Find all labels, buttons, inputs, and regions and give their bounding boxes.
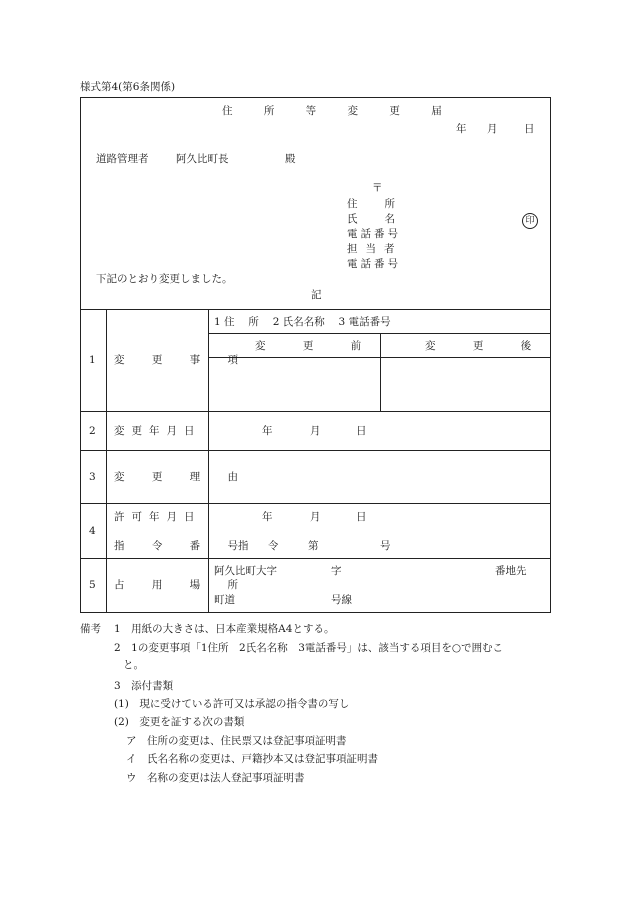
before-header: 変 更 前 xyxy=(255,340,379,352)
change-options: 1 住 所 2 氏名名称 3 電話番号 xyxy=(214,316,391,328)
row2-year: 年 xyxy=(262,425,273,437)
row3-bottom-border xyxy=(80,503,551,504)
note-3-1: (1) 現に受けている許可又は承認の指令書の写し xyxy=(114,698,350,710)
addressee-name: 阿久比町長 xyxy=(176,153,229,165)
form-title: 住 所 等 変 更 届 xyxy=(222,105,456,117)
addressee-title: 道路管理者 xyxy=(96,153,149,165)
postal-mark: 〒 xyxy=(372,182,383,194)
row5-chodo: 町道 xyxy=(214,594,235,606)
contact-phone-label: 電話番号 xyxy=(347,258,401,270)
note-2-continued: と。 xyxy=(123,659,144,671)
after-header: 変 更 後 xyxy=(425,340,549,352)
row4-dai: 第 xyxy=(308,540,319,552)
row4-label-permit-date: 許可年月日 xyxy=(114,511,202,523)
row5-oaza: 阿久比町大字 xyxy=(214,565,277,577)
table-top-border xyxy=(80,309,551,310)
note-3-2-b: イ 氏名名称の変更は、戸籍抄本又は登記事項証明書 xyxy=(126,753,378,765)
phone-label: 電話番号 xyxy=(347,228,401,240)
honorific: 殿 xyxy=(285,153,296,165)
address-label: 住所 xyxy=(347,198,422,210)
note-2: 2 1の変更事項「1住所 2氏名名称 3電話番号」は、該当する項目を○で囲むこ xyxy=(114,642,504,654)
row1-bottom-border xyxy=(80,411,551,412)
statement: 下記のとおり変更しました。 xyxy=(96,273,233,285)
date-month-label: 月 xyxy=(487,123,498,135)
date-year-label: 年 xyxy=(456,123,467,135)
row3-number: 3 xyxy=(89,471,96,483)
row5-label: 占 用 場 所 xyxy=(114,579,251,591)
row5-banchi: 番地先 xyxy=(495,565,527,577)
row4-bottom-border xyxy=(80,558,551,559)
contact-label: 担当者 xyxy=(347,243,403,255)
name-label: 氏名 xyxy=(347,213,422,225)
row1-label: 変 更 事 項 xyxy=(114,354,251,366)
row3-label: 変 更 理 由 xyxy=(114,471,251,483)
row5-gosen: 号線 xyxy=(331,594,352,606)
row4-day: 日 xyxy=(356,511,367,523)
note-3-2-c: ウ 名称の変更は法人登記事項証明書 xyxy=(126,772,305,784)
row2-day: 日 xyxy=(356,425,367,437)
form-label: 様式第4(第6条関係) xyxy=(80,81,176,93)
note-3-2-a: ア 住所の変更は、住民票又は登記事項証明書 xyxy=(126,735,347,747)
note-3-2: (2) 変更を証する次の書類 xyxy=(114,716,245,728)
row4-year: 年 xyxy=(262,511,273,523)
before-after-divider xyxy=(380,333,381,411)
notes-prefix: 備考 xyxy=(80,623,101,635)
row2-number: 2 xyxy=(89,425,96,437)
row4-shirei: 指 令 xyxy=(238,540,287,552)
ki-mark: 記 xyxy=(311,289,322,301)
number-column-border xyxy=(106,309,107,613)
row4-month: 月 xyxy=(310,511,321,523)
row5-aza: 字 xyxy=(331,565,342,577)
row2-month: 月 xyxy=(310,425,321,437)
date-day-label: 日 xyxy=(524,123,535,135)
note-1: 1 用紙の大きさは、日本産業規格A4とする。 xyxy=(114,623,335,635)
row5-number: 5 xyxy=(89,579,96,591)
row4-label-directive-number: 指 令 番 号 xyxy=(114,540,251,552)
seal-mark: 印 xyxy=(522,213,538,229)
row4-go: 号 xyxy=(380,540,391,552)
row4-number: 4 xyxy=(89,525,96,537)
row2-bottom-border xyxy=(80,450,551,451)
note-3: 3 添付書類 xyxy=(114,680,174,692)
row2-label: 変更年月日 xyxy=(114,425,202,437)
row1-number: 1 xyxy=(89,354,96,366)
